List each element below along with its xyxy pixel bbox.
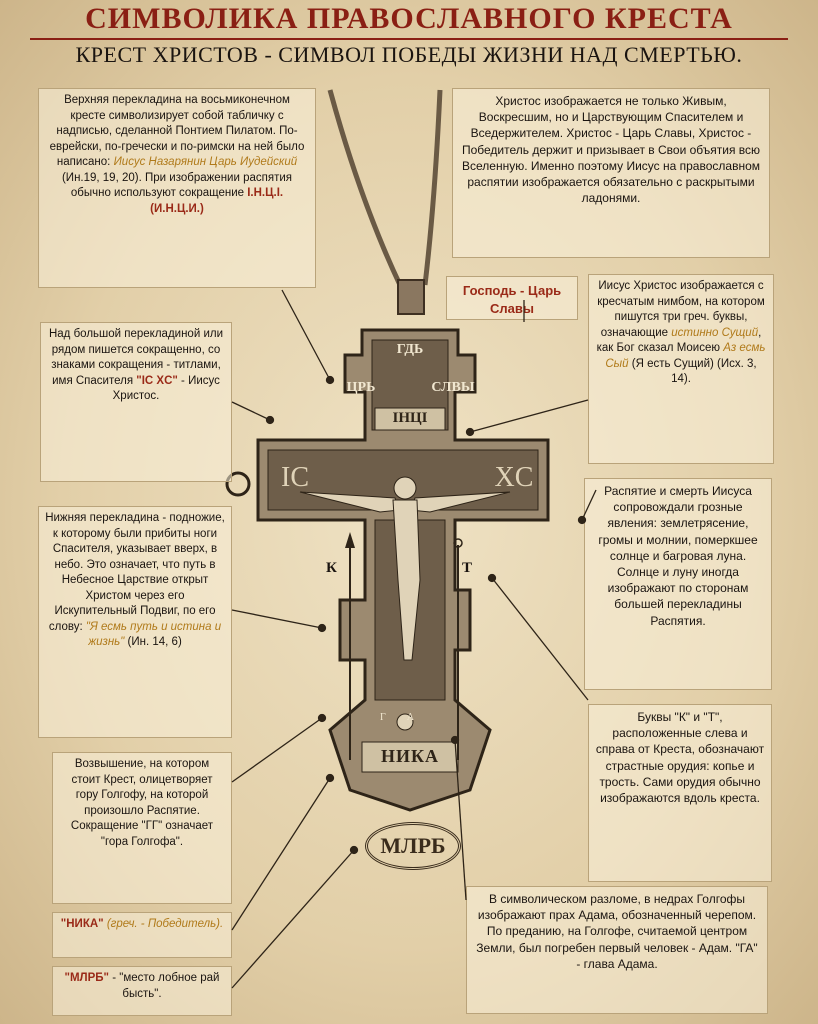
lord-text: Господь - Царь Славы (462, 283, 562, 316)
kt-text: Буквы "К" и "Т", расположенные слева и справа от Креста, обозначают страстные орудия: копье и трость. Сами орудия обычно изображаются вдоль креста. (595, 710, 765, 805)
titles-text2: - Иисус Христос. (112, 374, 220, 403)
box-nika (52, 912, 232, 958)
nimbus-hl2: Аз есмь Сый (605, 342, 766, 370)
box-mlrb (52, 966, 232, 1016)
cross-mlrb: МЛРБ (365, 822, 461, 870)
cross-inscription: IНЦI (392, 410, 428, 426)
letter-t: Т (462, 560, 473, 576)
moon-icon (560, 474, 572, 498)
page-subtitle: КРЕСТ ХРИСТОВ - СИМВОЛ ПОБЕДЫ ЖИЗНИ НАД СМЕРТЬЮ. (75, 42, 743, 67)
nimbus-text1: Иисус Христос изображается с кресчатым нимбом, на котором пишутся три греч. буквы, означающие (597, 280, 765, 339)
box-footrest (38, 506, 232, 738)
crucifixion-text: Распятие и смерть Иисуса сопровождали грозные явления: землетрясение, громы и молнии, померкшее солнце и багровая луна. Солнце и луну иногда изображают по сторонам большей перекладины Распятия. (598, 484, 758, 628)
mlrb-text: - "место лобное рай бысть". (112, 972, 220, 1000)
box-christ-king (452, 88, 770, 258)
nika-abbr: "НИКА" (60, 918, 104, 930)
box-crucifixion (584, 478, 772, 690)
box-top-plate (38, 88, 316, 288)
nimbus-text3: (Я есть Сущий) (Исх. 3, 14). (631, 357, 757, 386)
top-plate-inscription: Иисус Назарянин Царь Иудейский (113, 156, 298, 169)
box-titles (40, 322, 232, 482)
footrest-text1: Нижняя перекладина - подножие, к которому были прибиты ноги Спасителя, указывает вверх, в небо. Это означает, что путь в Небесное Царствие открыт Христом через его Искупительный Подвиг, по его слову: (45, 512, 225, 633)
letter-k: К (326, 560, 337, 576)
footrest-quote: "Я есмь путь и истина и жизнь" (85, 620, 222, 649)
box-kt (588, 704, 772, 882)
page-title: СИМВОЛИКА ПРАВОСЛАВНОГО КРЕСТА (85, 2, 733, 35)
nimbus-hl1: истинно Сущий (671, 326, 759, 339)
titles-text1: Над большой перекладиной или рядом пишется сокращенно, со знаками сокращения - титлами, имя Спасителя (48, 328, 224, 387)
box-golgotha (52, 752, 232, 904)
nimbus-text2: , как Бог сказал Моисею (596, 326, 762, 355)
golgotha-text: Возвышение, на котором стоит Крест, олицетворяет гору Голгофу, на которой произошло Распятие. Сокращение "ГГ" означает "гора Голгофа". (70, 758, 214, 848)
box-adam (466, 886, 768, 1014)
cross-ga: ГА (380, 712, 436, 723)
adam-text: В символическом разломе, в недрах Голгофы изображают прах Адама, обозначенный черепом. По преданию, на Голгофе, считаемой центром Земли, был погребен первый человек - Адам. "ГА" - глава Адама. (476, 892, 758, 971)
box-lord (446, 276, 578, 320)
mlrb-abbr: "МЛРБ" (64, 972, 110, 984)
cross-tsr: ЦРЬ (346, 380, 376, 395)
cross-ic: IC (281, 462, 309, 493)
cross-slvy: СЛВЫ (431, 380, 475, 395)
nika-text: (греч. - Победитель). (106, 918, 224, 930)
box-nimbus (588, 274, 774, 464)
christ-king-text: Христос изображается не только Живым, Воскресшим, но и Царствующим Спасителем и Вседержителем. Христос - Царь Славы, Христос - Победитель держит и призывает в Свои объятия всю Вселенную. Именно поэтому Иисус на православном распятии изображается обязательно с раскрытыми ладонями. (461, 94, 761, 206)
titles-abbr: "IC XC" (136, 374, 178, 387)
footrest-text2: (Ин. 14, 6) (127, 636, 182, 649)
top-plate-abbr: I.Н.Ц.I. (И.Н.Ц.И.) (150, 187, 284, 215)
top-plate-text2: (Ин.19, 19, 20). При изображении распятия обычно используют сокращение (61, 171, 293, 200)
cross-nika: НИКА (380, 746, 440, 766)
top-plate-text: Верхняя перекладина на восьмиконечном кресте символизирует собой табличку с надписью, сделанной Понтием Пилатом. По-еврейски, по-гречески и по-римски на ней было написано: (49, 94, 305, 169)
cross-top-letters: ГДЬ (396, 342, 424, 357)
chain-icon (330, 90, 440, 285)
cross-xc: XC (494, 462, 534, 493)
